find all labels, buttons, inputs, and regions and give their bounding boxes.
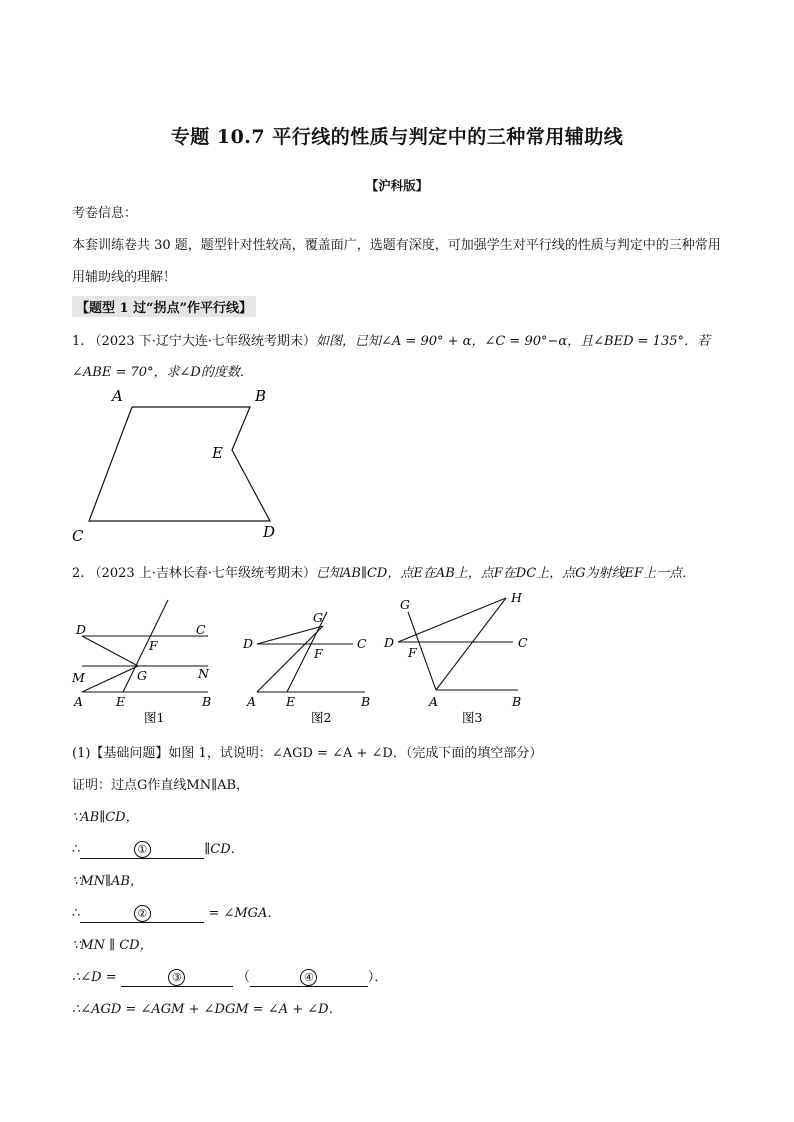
step2-suffix: ∥CD．: [204, 842, 244, 857]
fig3-caption: 图3: [462, 710, 483, 725]
q2-proof-step2: [72, 838, 244, 859]
step6-open-paren: （: [236, 970, 250, 985]
question-1-figure: [60, 383, 300, 548]
fig2-caption: 图2: [311, 710, 332, 725]
fig1-label-E: E: [116, 694, 126, 709]
blank-3-marker: ③: [168, 969, 185, 986]
fig1-label-G: G: [137, 668, 147, 683]
q2-proof-step5: ∵MN ∥ CD，: [72, 938, 153, 953]
step4-suffix: = ∠MGA．: [204, 906, 281, 921]
q1-label-A: A: [112, 387, 123, 405]
fig1-label-B: B: [202, 694, 212, 709]
q2-proof-step4: [72, 902, 280, 923]
step4-prefix: ∴: [72, 906, 81, 921]
question-2-figure-2: [235, 592, 395, 732]
fig3-label-H: H: [511, 590, 522, 605]
fig1-label-C: C: [196, 622, 206, 637]
q1-label-E: E: [212, 444, 223, 462]
blank-1[interactable]: [80, 841, 204, 859]
question-2-figure-1: [68, 592, 228, 732]
question-1-source: （2023 下·辽宁大连·七年级统考期末）: [88, 334, 317, 349]
q2-proof-step1: ∵AB∥CD，: [72, 810, 139, 825]
blank-3[interactable]: [121, 969, 233, 987]
fig2-label-G: G: [313, 610, 323, 625]
q2-proof-step6: [72, 966, 387, 987]
question-2-text: 已知AB∥CD，点E在AB上，点F在DC上，点G为射线EF上一点．: [316, 566, 696, 581]
question-2-number: 2.: [72, 566, 85, 581]
q2-proof-step3: ∵MN∥AB，: [72, 874, 143, 889]
question-2-line-1: [72, 562, 695, 581]
section-heading-type1: 【题型 1 过“拐点”作平行线】: [72, 296, 256, 317]
q2-proof-intro: 证明：过点G作直线MN∥AB，: [72, 778, 250, 793]
step6-close-paren: ）．: [367, 970, 388, 985]
question-1-line-1: [72, 330, 710, 349]
question-1-text-a: 如图，已知∠A = 90° + α，∠C = 90°−α，且∠BED = 135°．若: [316, 334, 710, 349]
intro-line-2: 用辅助线的理解！: [72, 270, 177, 285]
blank-4-marker: ④: [300, 969, 317, 986]
q2-proof-step7: ∴∠AGD = ∠AGM + ∠DGM = ∠A + ∠D．: [72, 1002, 342, 1017]
fig2-label-C: C: [357, 636, 367, 651]
question-2-figure-3: [378, 584, 548, 734]
fig1-label-N: N: [198, 666, 209, 681]
blank-1-marker: ①: [134, 841, 151, 858]
question-2-source: （2023 上·吉林长春·七年级统考期末）: [88, 566, 317, 581]
fig1-label-F: F: [149, 638, 158, 653]
fig2-label-A: A: [247, 694, 257, 709]
intro-line-1: 本套训练卷共 30 题，题型针对性较高，覆盖面广，选题有深度，可加强学生对平行线的性质与判定中的三种常用: [72, 238, 721, 253]
question-1-number: 1.: [72, 334, 85, 349]
blank-4[interactable]: [250, 969, 368, 987]
fig3-label-C: C: [518, 635, 528, 650]
edition-label: 【沪科版】: [365, 178, 429, 193]
step2-prefix: ∴: [72, 842, 81, 857]
exam-info-label: 考卷信息：: [72, 206, 138, 221]
q1-quadrilateral: [89, 407, 270, 521]
question-1-line-2: ∠ABE = 70°，求∠D的度数．: [72, 365, 253, 380]
fig3-label-D: D: [384, 635, 395, 650]
fig1-label-M: M: [72, 670, 85, 685]
q1-label-D: D: [263, 523, 276, 541]
fig1-caption: 图1: [144, 710, 165, 725]
q2-part1-prompt: (1)【基础问题】如图 1，试说明：∠AGD = ∠A + ∠D．（完成下面的填空部分）: [72, 746, 543, 761]
fig1-label-A: A: [74, 694, 84, 709]
fig1-label-D: D: [76, 622, 87, 637]
fig3-label-B: B: [512, 694, 522, 709]
fig3-label-F: F: [408, 645, 417, 660]
fig2-label-F: F: [314, 646, 323, 661]
step6-prefix: ∴∠D =: [72, 970, 121, 985]
fig2-label-E: E: [286, 694, 296, 709]
fig2-label-D: D: [243, 636, 254, 651]
page-title: 专题 10.7 平行线的性质与判定中的三种常用辅助线: [170, 126, 624, 148]
fig3-label-A: A: [429, 694, 439, 709]
q1-label-C: C: [72, 527, 84, 545]
blank-2-marker: ②: [134, 905, 151, 922]
blank-2[interactable]: [80, 905, 204, 923]
fig2-label-B: B: [361, 694, 371, 709]
fig3-label-G: G: [400, 597, 410, 612]
q1-label-B: B: [255, 387, 267, 405]
